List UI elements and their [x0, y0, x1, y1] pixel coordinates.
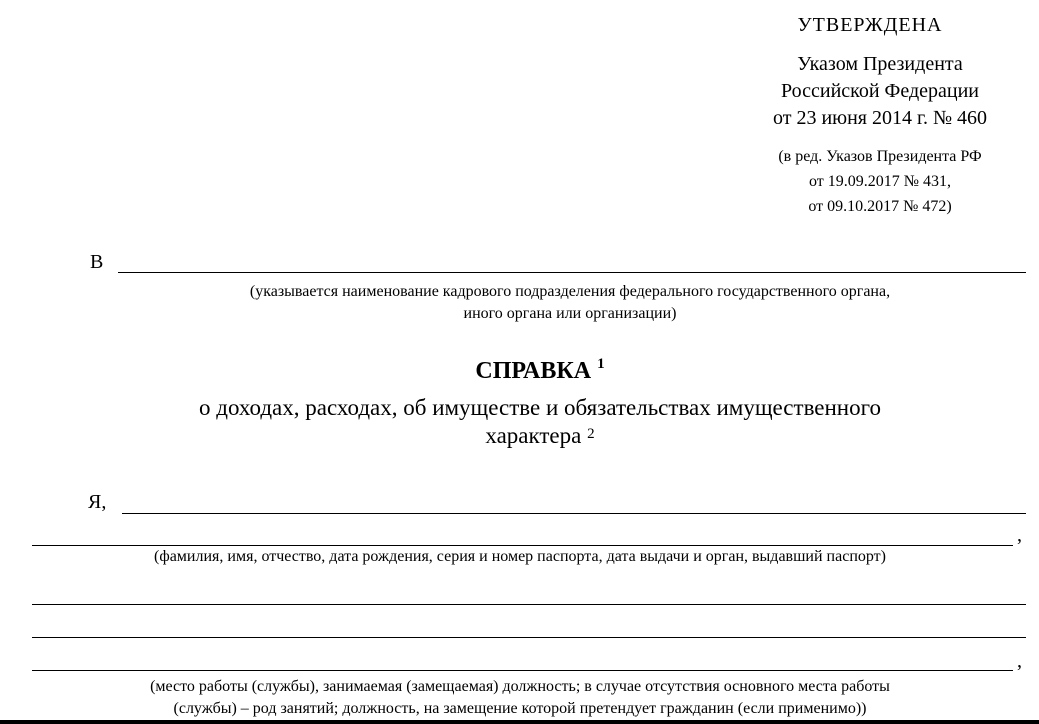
workplace-comma: ,: [1017, 650, 1022, 672]
revision-line: от 19.09.2017 № 431,: [808, 173, 952, 190]
workplace-field-line-3[interactable]: [32, 670, 1013, 671]
approved-stamp: УТВЕРЖДЕНА: [797, 14, 943, 36]
page-bottom-border: [0, 720, 1039, 724]
recipient-hint-line: (указывается наименование кадрового подразделения федерального государственного органа,: [249, 283, 891, 300]
decree-line: Российской Федерации: [780, 80, 980, 102]
declarant-field-line-2[interactable]: [32, 545, 1013, 546]
workplace-hint-line: (место работы (службы), занимаемая (замещаемая) должность; в случае отсутствия основного места работы: [150, 678, 890, 695]
decree-reference: [730, 51, 1030, 132]
workplace-hint-line: (службы) – род занятий; должность, на замещение которой претендует гражданин (если применимо)): [173, 700, 867, 717]
recipient-hint: [80, 281, 1039, 325]
decree-line: от 23 июня 2014 г. № 460: [772, 107, 988, 129]
revision-line: (в ред. Указов Президента РФ: [778, 148, 982, 165]
title-footnote-mark: 1: [597, 356, 605, 372]
recipient-hint-line: иного органа или организации): [463, 305, 677, 322]
revision-note: [730, 144, 1030, 219]
workplace-hint: [30, 676, 1010, 720]
subtitle-line: о доходах, расходах, об имуществе и обязательствах имущественного: [199, 395, 881, 420]
document-title: [60, 358, 1020, 385]
subtitle-line: характера: [485, 423, 582, 448]
subtitle-footnote-mark: 2: [587, 426, 595, 442]
declarant-field-line-1[interactable]: [122, 513, 1026, 514]
declarant-label: Я,: [88, 491, 107, 513]
workplace-field-line-2[interactable]: [32, 637, 1026, 638]
declarant-comma: ,: [1017, 524, 1022, 546]
workplace-field-line-1[interactable]: [32, 604, 1026, 605]
revision-line: от 09.10.2017 № 472): [808, 198, 952, 215]
document-subtitle: [60, 394, 1020, 450]
recipient-field-line[interactable]: [118, 272, 1026, 273]
title-text: СПРАВКА: [475, 358, 592, 384]
declarant-hint: (фамилия, имя, отчество, дата рождения, серия и номер паспорта, дата выдачи и орган, выдавший паспорт): [154, 548, 886, 565]
recipient-label: В: [90, 251, 104, 273]
decree-line: Указом Президента: [797, 53, 963, 75]
